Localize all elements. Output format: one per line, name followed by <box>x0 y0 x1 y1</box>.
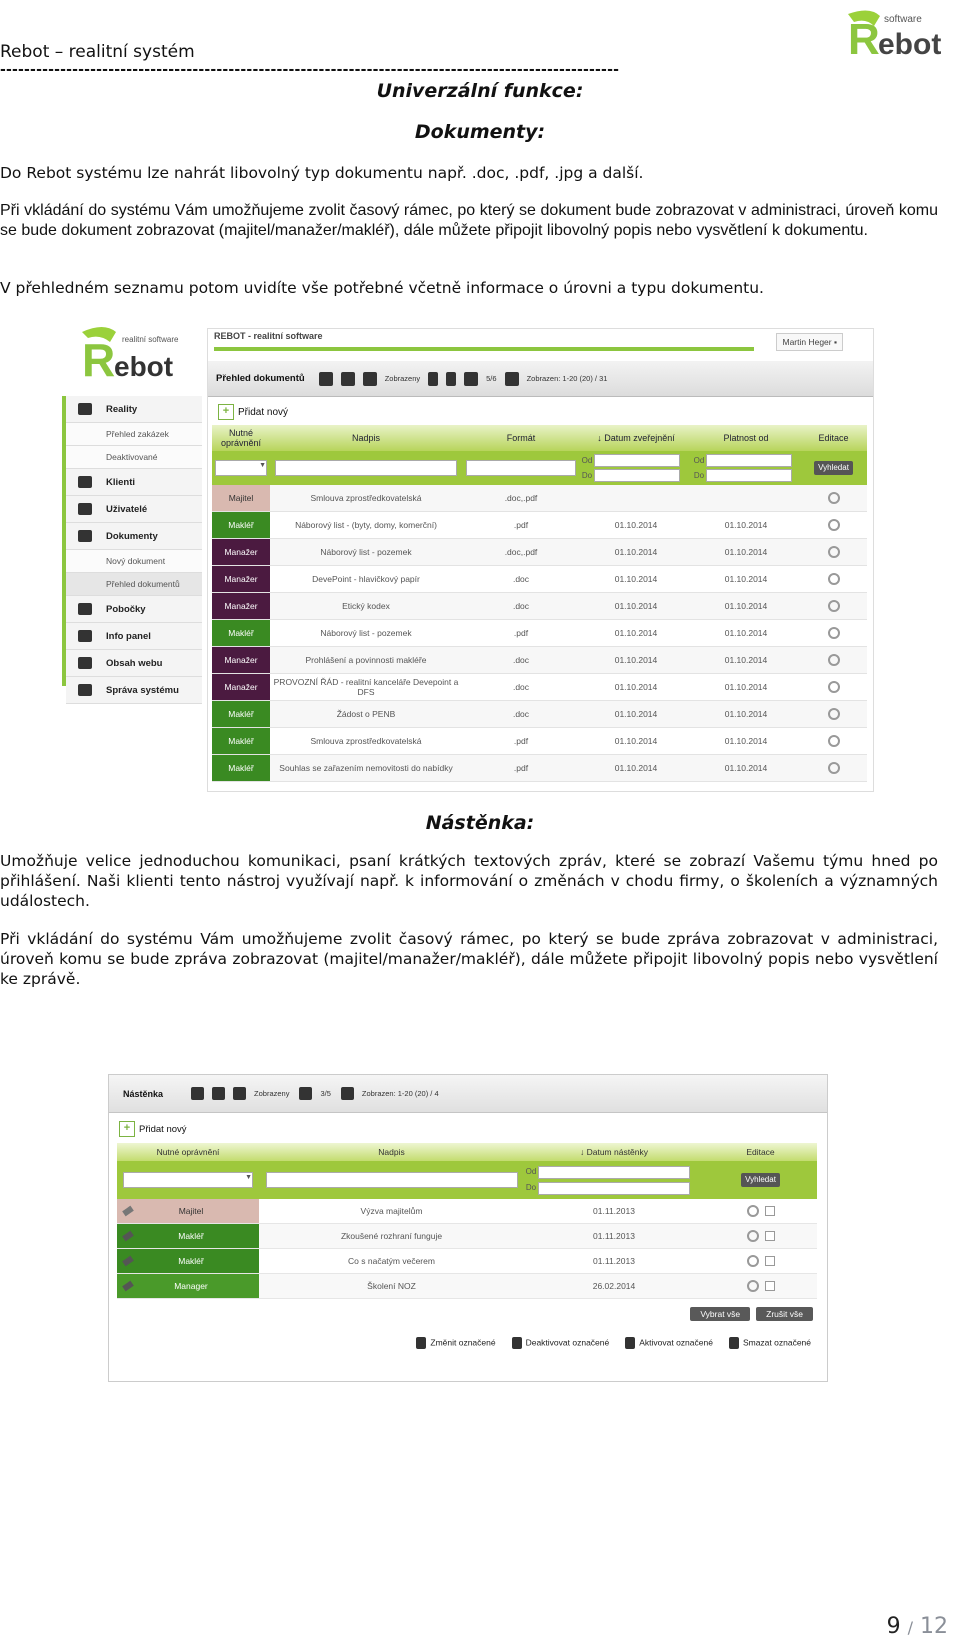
format-cell: .doc <box>512 709 530 719</box>
sidebar-item-label: Info panel <box>106 630 151 642</box>
published-cell: 01.10.2014 <box>614 628 658 638</box>
plus-icon: + <box>218 404 234 420</box>
edit-cell <box>800 492 867 504</box>
format-cell: .doc <box>512 655 530 665</box>
published-cell: 01.10.2014 <box>614 547 658 557</box>
title-cell: Náborový list - pozemek <box>320 547 412 557</box>
nav-icon <box>78 403 92 415</box>
valid-cell: 01.10.2014 <box>724 736 768 746</box>
table-header <box>212 425 867 451</box>
col-date[interactable]: ↓ Datum nástěnky <box>579 1147 649 1157</box>
app-header <box>208 329 873 355</box>
valid-from-label: Od <box>693 455 705 465</box>
date-from-label: Od <box>525 1167 537 1176</box>
valid-cell: 01.10.2014 <box>724 547 768 557</box>
title-cell: Náborový list - pozemek <box>320 628 412 638</box>
sidebar-item-label: Klienti <box>106 476 136 488</box>
database-icon[interactable] <box>299 1087 312 1100</box>
next-icon[interactable] <box>446 372 456 386</box>
view-icon[interactable] <box>747 1255 759 1267</box>
edit-cell <box>800 762 867 774</box>
format-cell: .doc,.pdf <box>504 547 538 557</box>
app-window <box>207 328 874 792</box>
pencil-icon[interactable] <box>122 1231 134 1242</box>
published-cell: 01.10.2014 <box>614 601 658 611</box>
table-row[interactable] <box>212 620 867 647</box>
view-icon[interactable] <box>828 681 840 693</box>
sidebar-item-label: Uživatelé <box>106 503 148 515</box>
logo-r-letter: R <box>848 15 880 62</box>
activate-selected-action[interactable]: Aktivovat označené <box>625 1337 713 1349</box>
table-row[interactable] <box>212 728 867 755</box>
svg-text:realitní software: realitní software <box>122 335 179 344</box>
svg-text:ebot: ebot <box>114 351 174 382</box>
role-cell: Manažer <box>212 593 270 619</box>
table-row[interactable] <box>212 539 867 566</box>
sidebar-item[interactable] <box>66 523 202 550</box>
format-cell: .pdf <box>513 520 529 530</box>
sidebar-item-label: Deaktivované <box>106 452 158 462</box>
clear-all-button[interactable]: Zrušit vše <box>756 1307 813 1321</box>
page-current: 9 <box>886 1614 901 1639</box>
documents-table <box>212 425 867 782</box>
published-cell: 01.10.2014 <box>614 520 658 530</box>
table-header <box>117 1143 817 1161</box>
title-cell: Školení NOZ <box>367 1281 416 1291</box>
page-sep: / <box>907 1618 913 1637</box>
nav-icon <box>78 476 92 488</box>
edit-cell <box>800 735 867 747</box>
document-title: Rebot – realitní systém <box>0 42 195 62</box>
valid-cell: 01.10.2014 <box>724 520 768 530</box>
view-icon[interactable] <box>828 762 840 774</box>
edit-cell <box>800 627 867 639</box>
noticeboard-table <box>117 1143 817 1299</box>
paragraph-board-2: Při vkládání do systému Vám umožňujeme zvolit časový rámec, po který se bude zpráva zobrazovat v administraci, úroveň komu se bude zpráva zobrazovat (majitel/manažer/makléř), dále můžete připojit libovolný popis nebo vysvětlení ke zprávě. <box>0 930 938 988</box>
filter-row <box>212 451 867 485</box>
edit-cell <box>704 1230 817 1242</box>
date-to-input[interactable] <box>538 1182 690 1195</box>
permission-select[interactable]: ▼ <box>215 460 267 476</box>
col-edit: Editace <box>746 1147 775 1157</box>
title-cell: Etický kodex <box>342 601 390 611</box>
nav-icon <box>78 684 92 696</box>
row-checkbox[interactable] <box>765 1206 775 1216</box>
date-from-input[interactable] <box>538 1166 690 1179</box>
header-rule: ------------------------------------------------------------------------------------------------------- <box>0 62 620 78</box>
row-checkbox[interactable] <box>765 1281 775 1291</box>
nav-icon <box>78 530 92 542</box>
toolbar-title: Nástěnka <box>123 1088 164 1099</box>
col-title[interactable]: Nadpis <box>378 1147 405 1157</box>
sidebar-item-label: Nový dokument <box>106 556 166 566</box>
toolbar-title: Přehled dokumentů <box>216 373 305 384</box>
table-icon[interactable] <box>341 1087 354 1100</box>
sidebar-item[interactable] <box>66 623 202 650</box>
pencil-icon[interactable] <box>122 1256 134 1267</box>
title-cell: Výzva majitelům <box>360 1206 423 1216</box>
section-heading-board: Nástěnka: <box>425 812 535 834</box>
role-cell: Makléř <box>212 755 270 781</box>
valid-cell: 01.10.2014 <box>724 709 768 719</box>
view-icon[interactable] <box>828 573 840 585</box>
nav-icon <box>78 603 92 615</box>
format-cell: .pdf <box>513 628 529 638</box>
table-row[interactable] <box>117 1199 817 1224</box>
sidebar-item-label: Přehled dokumentů <box>106 579 180 589</box>
published-cell: 01.10.2014 <box>614 709 658 719</box>
view-icon[interactable] <box>828 735 840 747</box>
sidebar-item[interactable] <box>66 396 202 423</box>
role-cell: Manažer <box>212 647 270 673</box>
date-cell: 01.11.2013 <box>593 1231 635 1241</box>
sidebar-item[interactable] <box>66 496 202 523</box>
delete-selected-action[interactable]: Smazat označené <box>729 1337 811 1349</box>
sidebar-item-label: Pobočky <box>106 603 146 615</box>
search-button[interactable]: Vyhledat <box>741 1173 780 1187</box>
title-cell: Smlouva zprostředkovatelská <box>310 736 422 746</box>
valid-to-label: Do <box>693 470 705 480</box>
format-cell: .pdf <box>513 736 529 746</box>
nav-icon <box>78 630 92 642</box>
prev-icon[interactable] <box>428 372 438 386</box>
sidebar-nav <box>62 396 202 696</box>
edit-cell <box>800 573 867 585</box>
valid-cell: 01.10.2014 <box>724 682 768 692</box>
table-body <box>212 485 867 782</box>
role-label: Majitel <box>178 1206 204 1216</box>
table-row[interactable] <box>212 647 867 674</box>
filter-row <box>117 1161 817 1199</box>
view-icon[interactable] <box>828 492 840 504</box>
valid-cell: 01.10.2014 <box>724 574 768 584</box>
table-row[interactable] <box>117 1249 817 1274</box>
title-cell: Smlouva zprostředkovatelská <box>310 493 422 503</box>
nav-icon <box>78 503 92 515</box>
logo-software: software <box>884 14 922 25</box>
toggle-icon[interactable] <box>363 372 377 386</box>
date-to-label: Do <box>525 1183 537 1192</box>
sidebar-item-label: Obsah webu <box>106 657 163 669</box>
published-cell: 01.10.2014 <box>614 574 658 584</box>
view-icon[interactable] <box>747 1205 759 1217</box>
title-cell: Zkoušené rozhraní funguje <box>340 1231 443 1241</box>
logo-word: ebot <box>878 28 942 61</box>
valid-cell: 01.10.2014 <box>724 655 768 665</box>
section-heading-documents: Dokumenty: <box>414 121 546 143</box>
role-cell <box>117 1199 259 1223</box>
format-cell: .doc <box>512 574 530 584</box>
table-body <box>117 1199 817 1299</box>
title-cell: PROVOZNÍ ŘÁD - realitní kanceláře Devepoint a DFS <box>273 677 459 697</box>
table-row[interactable] <box>212 593 867 620</box>
add-new-button[interactable]: + Přidat nový <box>208 399 873 425</box>
role-cell <box>117 1224 259 1248</box>
edit-cell <box>800 654 867 666</box>
format-cell: .doc,.pdf <box>504 493 538 503</box>
format-cell: .pdf <box>513 763 529 773</box>
role-label: Makléř <box>178 1231 204 1241</box>
table-row[interactable] <box>212 512 867 539</box>
col-published[interactable]: ↓ Datum zveřejnění <box>597 433 675 443</box>
pencil-icon[interactable] <box>122 1206 134 1217</box>
date-cell: 01.11.2013 <box>593 1206 635 1216</box>
role-cell: Makléř <box>212 728 270 754</box>
table-row[interactable] <box>117 1274 817 1299</box>
search-button[interactable]: Vyhledat <box>814 461 853 475</box>
col-permission[interactable]: Nutné oprávnění <box>156 1147 220 1157</box>
table-row[interactable] <box>212 701 867 728</box>
columns-count: 5/6 <box>486 374 497 383</box>
view-icon[interactable] <box>828 546 840 558</box>
svg-text:R: R <box>82 334 116 386</box>
title-filter-input[interactable] <box>266 1172 518 1188</box>
role-label: Makléř <box>178 1256 204 1266</box>
filter-icon[interactable] <box>319 372 333 386</box>
table-icon[interactable] <box>505 372 519 386</box>
toggle-on-icon <box>625 1337 635 1349</box>
sidebar-item[interactable] <box>66 573 202 596</box>
sidebar-item-label: Přehled zakázek <box>106 429 169 439</box>
plus-icon: + <box>119 1121 135 1137</box>
format-filter-input[interactable] <box>466 460 576 476</box>
shown-label: Zobrazeny <box>254 1089 290 1098</box>
col-title[interactable]: Nadpis <box>351 433 380 443</box>
role-cell <box>117 1249 259 1273</box>
delete-icon <box>729 1337 739 1349</box>
edit-cell <box>704 1205 817 1217</box>
change-selected-action[interactable]: Změnit označené <box>416 1337 495 1349</box>
user-menu[interactable]: Martin Heger ▪ <box>776 333 843 351</box>
range-label: Zobrazen: 1-20 (20) / 4 <box>361 1089 439 1098</box>
person-icon[interactable] <box>341 372 355 386</box>
date-cell: 26.02.2014 <box>592 1281 636 1291</box>
pencil-icon[interactable] <box>122 1281 134 1292</box>
bulk-actions <box>416 1337 811 1349</box>
app-title: REBOT - realitní software <box>214 331 323 341</box>
role-cell: Majitel <box>212 485 270 511</box>
page-number <box>887 1614 948 1639</box>
sidebar-item[interactable] <box>66 469 202 496</box>
columns-count: 3/5 <box>320 1089 331 1098</box>
view-icon[interactable] <box>828 654 840 666</box>
view-icon[interactable] <box>828 708 840 720</box>
select-all-button[interactable]: Vybrat vše <box>690 1307 750 1321</box>
sidebar-item-label: Správa systému <box>106 684 179 696</box>
date-cell: 01.11.2013 <box>593 1256 635 1266</box>
role-label: Manager <box>174 1281 208 1291</box>
paragraph-documents-2: Při vkládání do systému Vám umožňujeme zvolit časový rámec, po který se dokument bude zobrazovat v administraci, úroveň komu se bude dokument zobrazovat (majitel/manažer/makléř), dále můžete připojit libovolný popis nebo vysvětlení k dokumentu. <box>0 202 938 239</box>
published-cell: 01.10.2014 <box>614 763 658 773</box>
valid-cell: 01.10.2014 <box>724 763 768 773</box>
permission-select[interactable]: ▼ <box>123 1172 253 1188</box>
screenshot-noticeboard <box>108 1074 828 1382</box>
table-row[interactable] <box>212 485 867 512</box>
filter-icon[interactable] <box>191 1087 204 1100</box>
format-cell: .doc <box>512 601 530 611</box>
nav-icon <box>78 657 92 669</box>
view-icon[interactable] <box>747 1230 759 1242</box>
edit-cell <box>704 1280 817 1292</box>
toggle-icon[interactable] <box>233 1087 246 1100</box>
date-from-label: Od <box>581 455 593 465</box>
valid-cell: 01.10.2014 <box>724 628 768 638</box>
title-cell: Souhlas se zařazením nemovitosti do nabídky <box>279 763 453 773</box>
refresh-icon <box>416 1337 426 1349</box>
section-heading-universal: Univerzální funkce: <box>376 80 584 102</box>
shown-label: Zobrazeny <box>384 374 421 383</box>
toggle-off-icon <box>512 1337 522 1349</box>
role-cell: Manažer <box>212 566 270 592</box>
paragraph-board-1: Umožňuje velice jednoduchou komunikaci, psaní krátkých textových zpráv, které se zobrazí Vašemu týmu hned po přihlášení. Naši klienti tento nástroj využívají např. k informování o změnách v chodu firmy, o školeních a významných událostech. <box>0 852 938 910</box>
col-edit: Editace <box>818 433 849 443</box>
view-icon[interactable] <box>828 627 840 639</box>
sidebar-item[interactable] <box>66 596 202 623</box>
paragraph-documents-1: Do Rebot systému lze nahrát libovolný typ dokumentu např. .doc, .pdf, .jpg a další. <box>0 164 644 182</box>
add-new-button[interactable]: + Přidat nový <box>119 1121 187 1137</box>
edit-cell <box>800 600 867 612</box>
date-to-label: Do <box>581 470 593 480</box>
title-cell: Co s načatým večerem <box>348 1256 435 1266</box>
view-icon[interactable] <box>828 600 840 612</box>
published-to-input[interactable] <box>594 469 680 482</box>
table-row[interactable] <box>117 1224 817 1249</box>
edit-cell <box>800 681 867 693</box>
role-cell: Makléř <box>212 620 270 646</box>
col-valid-from[interactable]: Platnost od <box>723 433 769 443</box>
sidebar-item-label: Dokumenty <box>106 530 158 542</box>
deactivate-selected-action[interactable]: Deaktivovat označené <box>512 1337 610 1349</box>
valid-from-input[interactable] <box>706 454 792 467</box>
row-checkbox[interactable] <box>765 1256 775 1266</box>
selection-buttons <box>690 1307 813 1321</box>
title-filter-input[interactable] <box>275 460 457 476</box>
paragraph-documents-3: V přehledném seznamu potom uvidíte vše potřebné včetně informace o úrovni a typu dokumentu. <box>0 279 764 297</box>
sidebar-item[interactable] <box>66 423 202 446</box>
edit-cell <box>800 546 867 558</box>
role-cell: Makléř <box>212 701 270 727</box>
format-cell: .doc <box>512 682 530 692</box>
edit-cell <box>800 708 867 720</box>
valid-cell: 01.10.2014 <box>724 601 768 611</box>
edit-cell <box>800 519 867 531</box>
sidebar-item-label: Reality <box>106 403 138 415</box>
published-from-input[interactable] <box>594 454 680 467</box>
toolbar <box>109 1075 827 1113</box>
title-cell: Prohlášení a povinnosti makléře <box>305 655 427 665</box>
published-cell: 01.10.2014 <box>614 655 658 665</box>
role-cell <box>117 1274 259 1298</box>
published-cell: 01.10.2014 <box>614 682 658 692</box>
role-cell: Manažer <box>212 674 270 700</box>
edit-cell <box>704 1255 817 1267</box>
table-row[interactable] <box>212 755 867 782</box>
app-logo <box>72 318 192 386</box>
role-cell: Manažer <box>212 539 270 565</box>
screenshot-documents <box>62 328 872 790</box>
title-cell: Žádost o PENB <box>336 709 396 719</box>
col-format[interactable]: Formát <box>506 433 536 443</box>
title-cell: DevePoint - hlavičkový papír <box>312 574 420 584</box>
sidebar-item[interactable] <box>66 446 202 469</box>
published-cell: 01.10.2014 <box>614 736 658 746</box>
table-row[interactable] <box>212 566 867 593</box>
toolbar <box>208 361 873 397</box>
header-accent-bar <box>214 347 754 351</box>
valid-to-input[interactable] <box>706 469 792 482</box>
person-icon[interactable] <box>212 1087 225 1100</box>
page-total: 12 <box>920 1614 948 1639</box>
sidebar-item[interactable] <box>66 650 202 677</box>
view-icon[interactable] <box>747 1280 759 1292</box>
col-permission[interactable]: Nutné oprávnění <box>220 428 262 448</box>
role-cell: Makléř <box>212 512 270 538</box>
range-label: Zobrazen: 1-20 (20) / 31 <box>526 374 608 383</box>
database-icon[interactable] <box>464 372 478 386</box>
view-icon[interactable] <box>828 519 840 531</box>
table-row[interactable] <box>212 674 867 701</box>
rebot-logo <box>840 4 958 62</box>
title-cell: Náborový list - (byty, domy, komerční) <box>295 520 437 530</box>
sidebar-item[interactable] <box>66 550 202 573</box>
row-checkbox[interactable] <box>765 1231 775 1241</box>
sidebar-item[interactable] <box>66 677 202 704</box>
